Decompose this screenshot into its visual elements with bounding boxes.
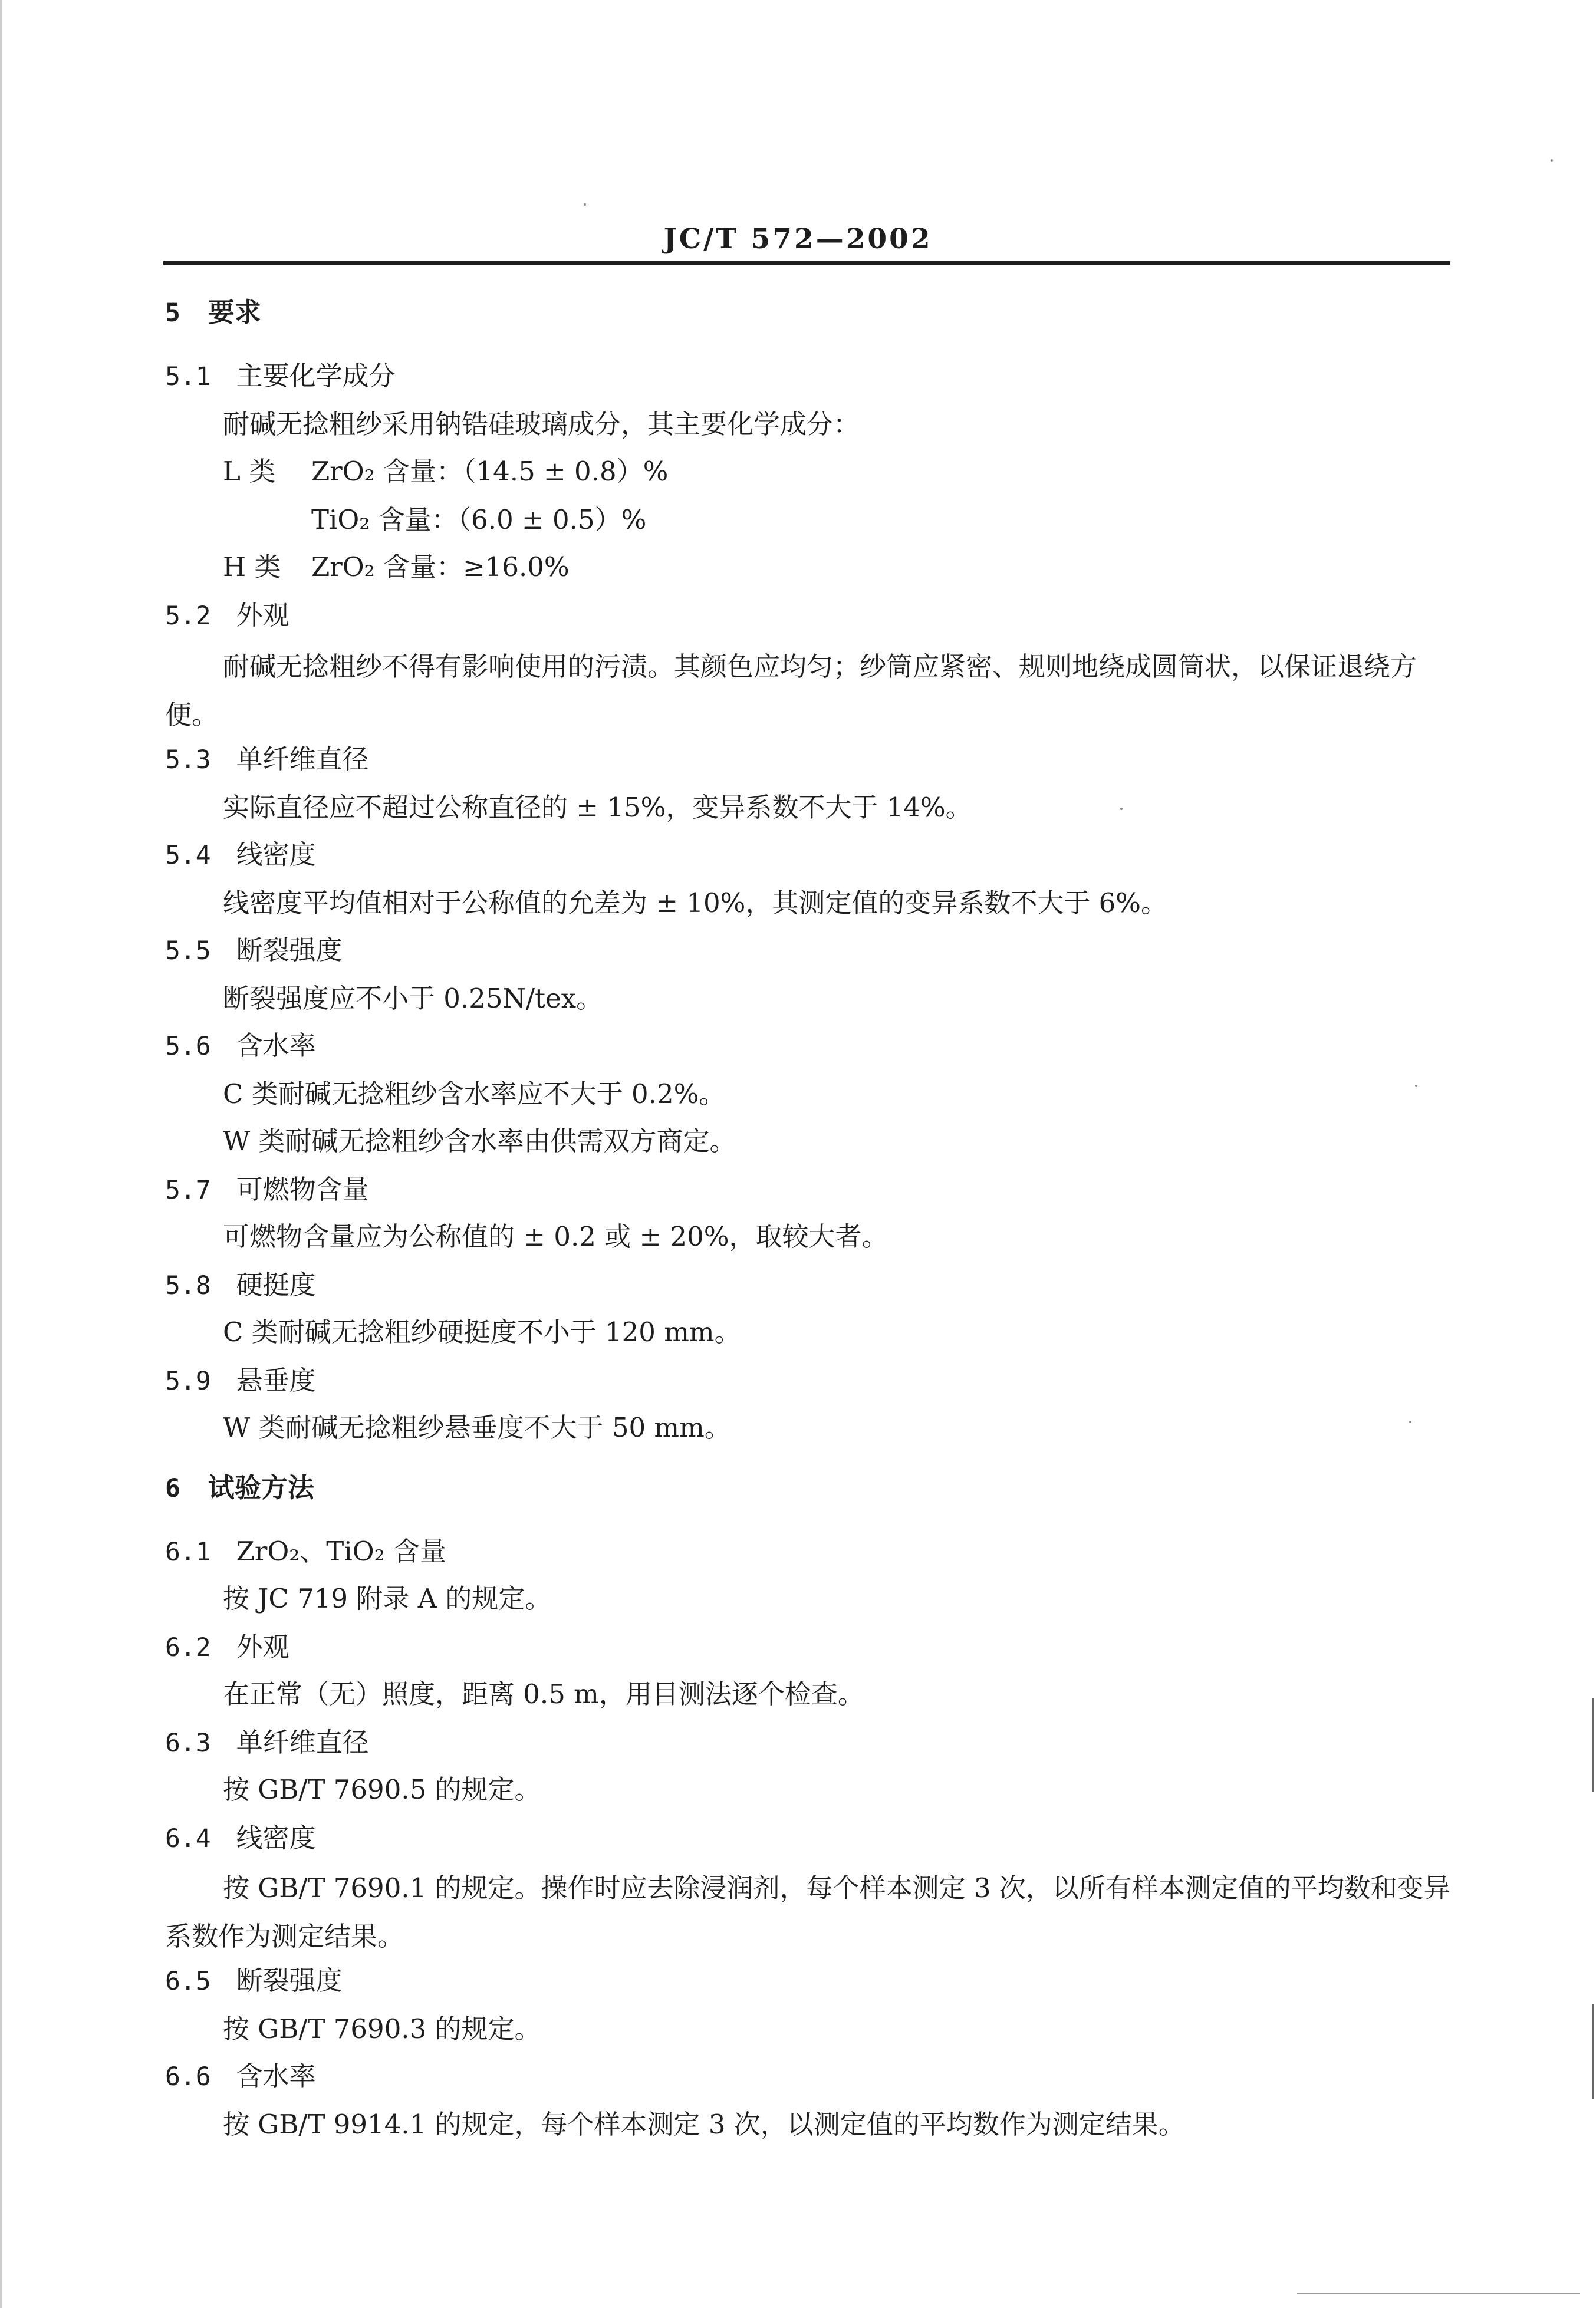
clause-title: 主要化学成分	[236, 360, 396, 391]
clause-number: 5.2	[165, 601, 211, 631]
clause-5-7-text: 可燃物含量应为公称值的 ± 0.2 或 ± 20%，取较大者。	[223, 1221, 889, 1252]
clause-6-2-heading	[165, 1629, 289, 1665]
clause-title: 外观	[236, 1631, 289, 1662]
scan-edge-mark	[1592, 2004, 1594, 2099]
clause-title: ZrO₂、TiO₂ 含量	[236, 1536, 446, 1567]
clause-6-5-text: 按 GB/T 7690.3 的规定。	[223, 2013, 541, 2044]
clause-5-8-text: C 类耐碱无捻粗纱硬挺度不小于 120 mm。	[223, 1316, 741, 1348]
clause-number: 6.2	[165, 1633, 211, 1662]
scan-edge-left	[0, 0, 2, 2308]
standard-code: JC/T 572—2002	[663, 223, 933, 255]
section-number: 5	[165, 298, 180, 328]
scan-edge-mark	[1592, 1698, 1594, 1792]
clause-5-4-heading	[165, 837, 316, 873]
clause-5-8-heading	[165, 1267, 316, 1303]
clause-title: 悬垂度	[236, 1365, 316, 1396]
clause-6-6-text: 按 GB/T 9914.1 的规定，每个样本测定 3 次，以测定值的平均数作为测定结果。	[223, 2109, 1185, 2140]
clause-5-5-text: 断裂强度应不小于 0.25N/tex。	[223, 983, 603, 1014]
clause-5-2-heading	[165, 598, 289, 634]
section-title: 试验方法	[208, 1472, 314, 1503]
clause-title: 含水率	[236, 2060, 316, 2092]
clause-title: 断裂强度	[236, 934, 343, 966]
clause-title: 外观	[236, 600, 289, 631]
clause-title: 单纤维直径	[236, 1727, 369, 1758]
clause-6-1-text: 按 JC 719 附录 A 的规定。	[223, 1583, 552, 1614]
clause-5-9-heading	[165, 1363, 316, 1399]
clause-5-5-heading	[165, 933, 343, 969]
scan-speck	[1409, 1421, 1411, 1423]
clause-5-7-heading	[165, 1172, 369, 1208]
clause-5-4-text: 线密度平均值相对于公称值的允差为 ± 10%，其测定值的变异系数不大于 6%。	[223, 887, 1168, 918]
scan-speck	[584, 203, 586, 206]
section-title: 要求	[208, 297, 261, 328]
clause-6-6-heading	[165, 2059, 316, 2095]
clause-number: 5.4	[165, 841, 211, 870]
scan-bottom-line	[1297, 2293, 1580, 2294]
class-l-label: L 类	[223, 456, 276, 487]
scan-speck	[1551, 159, 1553, 162]
clause-number: 6.6	[165, 2062, 211, 2092]
clause-5-3-heading	[165, 742, 369, 778]
clause-title: 硬挺度	[236, 1269, 316, 1300]
scan-speck	[1120, 808, 1123, 810]
section-number: 6	[165, 1474, 180, 1503]
clause-5-3-text: 实际直径应不超过公称直径的 ± 15%，变异系数不大于 14%。	[223, 792, 972, 823]
header-rule	[163, 261, 1450, 265]
class-h-zro2: ZrO₂ 含量：≥16.0%	[311, 551, 570, 582]
clause-number: 6.4	[165, 1824, 211, 1853]
clause-6-1-heading	[165, 1534, 446, 1570]
clause-6-4-heading	[165, 1820, 316, 1856]
clause-number: 5.9	[165, 1367, 211, 1396]
clause-number: 6.3	[165, 1728, 211, 1758]
clause-5-6-heading	[165, 1028, 316, 1064]
clause-6-2-text: 在正常（无）照度，距离 0.5 m，用目测法逐个检查。	[223, 1678, 864, 1710]
clause-title: 线密度	[236, 1822, 316, 1853]
clause-5-2-text: 耐碱无捻粗纱不得有影响使用的污渍。其颜色应均匀；纱筒应紧密、规则地绕成圆筒状，以保证退绕方便。	[165, 651, 1417, 730]
clause-number: 5.3	[165, 745, 211, 775]
clause-title: 线密度	[236, 839, 316, 870]
scan-speck	[1415, 1085, 1417, 1087]
clause-5-6-text-w: W 类耐碱无捻粗纱含水率由供需双方商定。	[223, 1125, 736, 1157]
clause-number: 5.5	[165, 936, 211, 966]
class-l-tio2: TiO₂ 含量：（6.0 ± 0.5）%	[311, 504, 647, 535]
clause-5-6-text-c: C 类耐碱无捻粗纱含水率应不大于 0.2%。	[223, 1078, 726, 1109]
clause-number: 5.8	[165, 1271, 211, 1300]
clause-title: 含水率	[236, 1030, 316, 1061]
class-h-label: H 类	[223, 551, 281, 582]
section-6-heading	[165, 1470, 314, 1506]
clause-6-5-heading	[165, 1963, 343, 1999]
clause-title: 可燃物含量	[236, 1174, 369, 1205]
clause-number: 5.1	[165, 362, 211, 391]
clause-5-9-text: W 类耐碱无捻粗纱悬垂度不大于 50 mm。	[223, 1412, 731, 1443]
clause-6-3-heading	[165, 1725, 369, 1761]
clause-number: 6.1	[165, 1537, 211, 1567]
clause-5-1-intro: 耐碱无捻粗纱采用钠锆硅玻璃成分，其主要化学成分：	[223, 409, 860, 440]
clause-6-4-text: 按 GB/T 7690.1 的规定。操作时应去除浸润剂，每个样本测定 3 次，以所有样本测定值的平均数和变异系数作为测定结果。	[165, 1872, 1450, 1952]
clause-5-1-heading	[165, 358, 396, 394]
class-l-zro2: ZrO₂ 含量：（14.5 ± 0.8）%	[311, 456, 669, 487]
clause-number: 5.6	[165, 1032, 211, 1061]
clause-title: 单纤维直径	[236, 743, 369, 775]
clause-6-3-text: 按 GB/T 7690.5 的规定。	[223, 1774, 541, 1805]
section-5-heading	[165, 295, 261, 331]
clause-number: 6.5	[165, 1967, 211, 1996]
clause-title: 断裂强度	[236, 1965, 343, 1996]
clause-number: 5.7	[165, 1176, 211, 1205]
